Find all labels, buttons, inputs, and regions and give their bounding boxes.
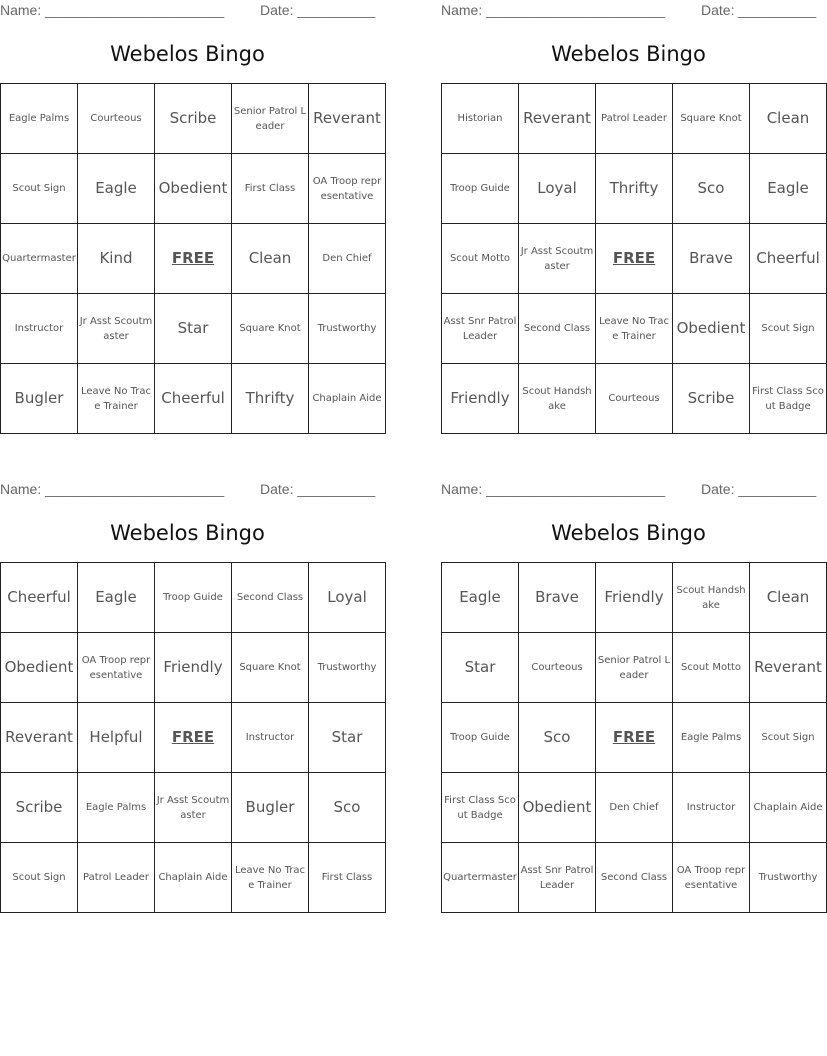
- bingo-cell: First Class: [232, 154, 309, 224]
- bingo-cell: Bugler: [1, 364, 78, 434]
- bingo-cell: Friendly: [155, 633, 232, 703]
- bingo-cell: Thrifty: [232, 364, 309, 434]
- date-line[interactable]: Date: __________: [701, 2, 817, 18]
- bingo-grid: [441, 83, 827, 434]
- bingo-cell: Kind: [78, 224, 155, 294]
- bingo-cell: Leave No Trace Trainer: [78, 364, 155, 434]
- bingo-cell: Eagle: [78, 154, 155, 224]
- bingo-cell: Scribe: [1, 773, 78, 843]
- bingo-cell: Senior Patrol Leader: [232, 84, 309, 154]
- name-line[interactable]: Name: _______________________: [441, 481, 666, 497]
- bingo-cell: Scribe: [673, 364, 750, 434]
- grid-row: [1, 154, 386, 224]
- bingo-cell: Reverant: [309, 84, 386, 154]
- bingo-cell: Scout Motto: [442, 224, 519, 294]
- bingo-cell: Jr Asst Scoutmaster: [78, 294, 155, 364]
- bingo-card-4: [441, 479, 823, 913]
- bingo-cell: Sco: [673, 154, 750, 224]
- card-title: Webelos Bingo: [551, 521, 706, 545]
- grid-row: [1, 224, 386, 294]
- bingo-cell: Den Chief: [309, 224, 386, 294]
- grid-row: [442, 154, 827, 224]
- grid-row: [1, 294, 386, 364]
- bingo-card-1: [0, 0, 382, 434]
- bingo-cell: Clean: [750, 563, 827, 633]
- bingo-cell: Scout Motto: [673, 633, 750, 703]
- bingo-cell: Reverant: [1, 703, 78, 773]
- name-line[interactable]: Name: _______________________: [441, 2, 666, 18]
- bingo-cell: Eagle: [750, 154, 827, 224]
- bingo-cell: Scout Sign: [1, 154, 78, 224]
- bingo-cell: Loyal: [519, 154, 596, 224]
- bingo-cell: Square Knot: [232, 633, 309, 703]
- bingo-cell: Obedient: [1, 633, 78, 703]
- grid-row: [442, 224, 827, 294]
- bingo-cell: Eagle Palms: [1, 84, 78, 154]
- bingo-cell: Cheerful: [750, 224, 827, 294]
- bingo-cell: Chaplain Aide: [750, 773, 827, 843]
- grid-row: [1, 633, 386, 703]
- bingo-cell: Sco: [519, 703, 596, 773]
- bingo-cell: Star: [442, 633, 519, 703]
- bingo-cell: Star: [155, 294, 232, 364]
- bingo-cell: First Class Scout Badge: [442, 773, 519, 843]
- grid-row: [442, 773, 827, 843]
- bingo-cell: Second Class: [596, 843, 673, 913]
- bingo-cell: OA Troop representative: [78, 633, 155, 703]
- bingo-cell: Trustworthy: [309, 633, 386, 703]
- bingo-cell: Reverant: [519, 84, 596, 154]
- bingo-cell: Square Knot: [232, 294, 309, 364]
- bingo-cell: Asst Snr Patrol Leader: [519, 843, 596, 913]
- bingo-cell: Bugler: [232, 773, 309, 843]
- bingo-cell: Chaplain Aide: [155, 843, 232, 913]
- name-date-row: [441, 481, 816, 499]
- bingo-cell: First Class: [309, 843, 386, 913]
- bingo-cell: Instructor: [673, 773, 750, 843]
- bingo-grid: [0, 562, 386, 913]
- bingo-cell: Troop Guide: [442, 703, 519, 773]
- bingo-cell: First Class Scout Badge: [750, 364, 827, 434]
- bingo-cell: Scout Handshake: [519, 364, 596, 434]
- bingo-cell: Instructor: [232, 703, 309, 773]
- name-line[interactable]: Name: _______________________: [0, 481, 225, 497]
- bingo-cell: Scout Handshake: [673, 563, 750, 633]
- bingo-cell: Brave: [673, 224, 750, 294]
- bingo-cell: Courteous: [596, 364, 673, 434]
- card-title: Webelos Bingo: [110, 521, 265, 545]
- bingo-cell: Thrifty: [596, 154, 673, 224]
- bingo-cell: Leave No Trace Trainer: [232, 843, 309, 913]
- bingo-cell: Obedient: [519, 773, 596, 843]
- bingo-cell: Clean: [750, 84, 827, 154]
- bingo-grid: [441, 562, 827, 913]
- bingo-cell: Eagle Palms: [78, 773, 155, 843]
- bingo-cell: OA Troop representative: [309, 154, 386, 224]
- date-line[interactable]: Date: __________: [260, 2, 376, 18]
- grid-row: [442, 294, 827, 364]
- date-line[interactable]: Date: __________: [260, 481, 376, 497]
- bingo-cell: OA Troop representative: [673, 843, 750, 913]
- bingo-cell: Square Knot: [673, 84, 750, 154]
- free-cell: FREE: [155, 703, 232, 773]
- bingo-cell: Trustworthy: [309, 294, 386, 364]
- grid-row: [442, 843, 827, 913]
- grid-row: [1, 84, 386, 154]
- bingo-cell: Troop Guide: [155, 563, 232, 633]
- bingo-cell: Troop Guide: [442, 154, 519, 224]
- bingo-cell: Clean: [232, 224, 309, 294]
- bingo-cell: Courteous: [519, 633, 596, 703]
- grid-row: [442, 84, 827, 154]
- grid-row: [1, 364, 386, 434]
- bingo-cell: Senior Patrol Leader: [596, 633, 673, 703]
- card-title: Webelos Bingo: [551, 42, 706, 66]
- grid-row: [1, 843, 386, 913]
- grid-row: [1, 703, 386, 773]
- bingo-cell: Helpful: [78, 703, 155, 773]
- free-cell: FREE: [155, 224, 232, 294]
- bingo-cell: Chaplain Aide: [309, 364, 386, 434]
- bingo-cell: Brave: [519, 563, 596, 633]
- bingo-cell: Den Chief: [596, 773, 673, 843]
- bingo-cell: Loyal: [309, 563, 386, 633]
- bingo-cell: Asst Snr Patrol Leader: [442, 294, 519, 364]
- bingo-cell: Jr Asst Scoutmaster: [155, 773, 232, 843]
- bingo-cell: Sco: [309, 773, 386, 843]
- name-date-row: [0, 481, 375, 499]
- bingo-cell: Scout Sign: [750, 294, 827, 364]
- bingo-cell: Instructor: [1, 294, 78, 364]
- bingo-cell: Patrol Leader: [78, 843, 155, 913]
- bingo-cell: Second Class: [519, 294, 596, 364]
- bingo-cell: Jr Asst Scoutmaster: [519, 224, 596, 294]
- name-date-row: [0, 2, 375, 20]
- free-cell: FREE: [596, 224, 673, 294]
- grid-row: [442, 563, 827, 633]
- bingo-cell: Quartermaster: [1, 224, 78, 294]
- bingo-cell: Scribe: [155, 84, 232, 154]
- bingo-cell: Courteous: [78, 84, 155, 154]
- bingo-cell: Eagle: [78, 563, 155, 633]
- bingo-cell: Reverant: [750, 633, 827, 703]
- bingo-grid: [0, 83, 386, 434]
- bingo-cell: Eagle: [442, 563, 519, 633]
- bingo-cell: Friendly: [596, 563, 673, 633]
- bingo-cell: Obedient: [155, 154, 232, 224]
- bingo-cell: Friendly: [442, 364, 519, 434]
- bingo-cell: Cheerful: [155, 364, 232, 434]
- name-line[interactable]: Name: _______________________: [0, 2, 225, 18]
- bingo-cell: Second Class: [232, 563, 309, 633]
- bingo-card-3: [0, 479, 375, 913]
- grid-row: [442, 633, 827, 703]
- bingo-cell: Trustworthy: [750, 843, 827, 913]
- bingo-cell: Star: [309, 703, 386, 773]
- grid-row: [1, 773, 386, 843]
- bingo-cell: Leave No Trace Trainer: [596, 294, 673, 364]
- grid-row: [1, 563, 386, 633]
- grid-row: [442, 364, 827, 434]
- date-line[interactable]: Date: __________: [701, 481, 817, 497]
- bingo-card-2: [441, 0, 824, 434]
- bingo-cell: Scout Sign: [1, 843, 78, 913]
- bingo-cell: Historian: [442, 84, 519, 154]
- bingo-cell: Quartermaster: [442, 843, 519, 913]
- free-cell: FREE: [596, 703, 673, 773]
- bingo-cell: Cheerful: [1, 563, 78, 633]
- bingo-cell: Eagle Palms: [673, 703, 750, 773]
- card-title: Webelos Bingo: [110, 42, 265, 66]
- bingo-cell: Obedient: [673, 294, 750, 364]
- name-date-row: [441, 2, 816, 20]
- bingo-cell: Scout Sign: [750, 703, 827, 773]
- grid-row: [442, 703, 827, 773]
- bingo-cell: Patrol Leader: [596, 84, 673, 154]
